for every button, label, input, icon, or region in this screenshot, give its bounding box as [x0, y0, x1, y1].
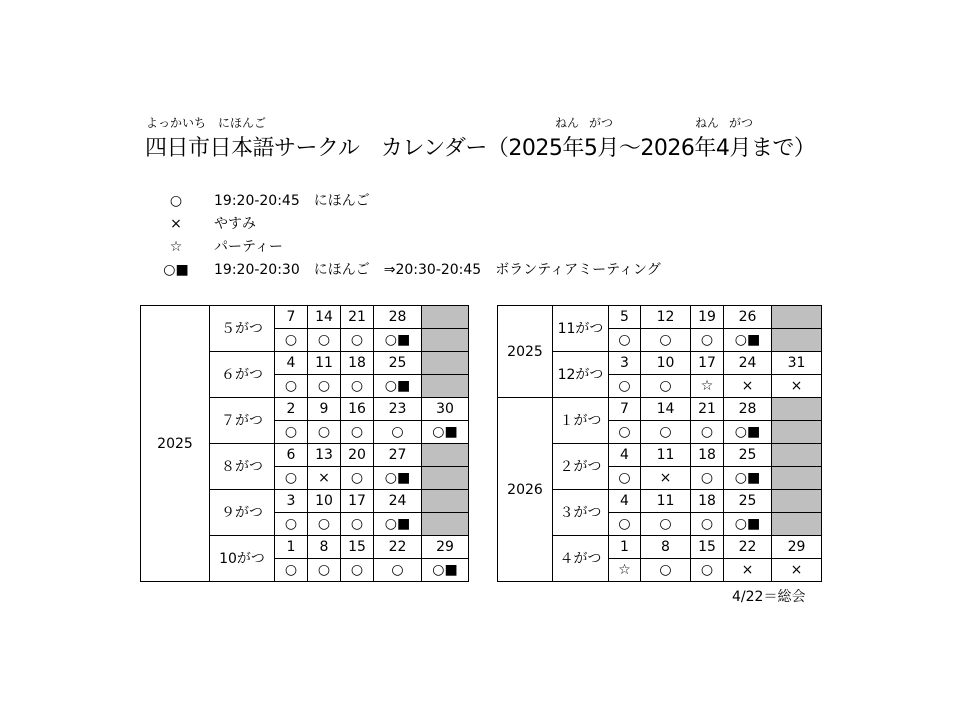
date-cell: 18: [341, 352, 374, 375]
month-label: 11がつ: [553, 306, 609, 352]
date-cell: 3: [609, 352, 641, 375]
page-title: 四日市日本語サークル カレンダー（2025年5月～2026年4月まで）: [145, 136, 816, 161]
month-label: ４がつ: [553, 536, 609, 582]
mark-cell: ○: [691, 467, 724, 490]
mark-cell: ○: [341, 329, 374, 352]
furigana-nihongo: にほんご: [218, 116, 267, 130]
mark-cell: ○: [691, 329, 724, 352]
legend-symbol: ☆: [169, 239, 183, 255]
mark-cell: ×: [724, 375, 772, 398]
legend-symbol: ○■: [163, 262, 189, 278]
mark-cell: ○: [341, 513, 374, 536]
empty-cell: [772, 513, 822, 536]
mark-cell: ○: [341, 375, 374, 398]
mark-cell: ○: [275, 421, 308, 444]
mark-cell: ×: [772, 559, 822, 582]
date-cell: 26: [724, 306, 772, 329]
date-cell: 29: [422, 536, 469, 559]
date-cell: 18: [691, 444, 724, 467]
date-cell: 27: [374, 444, 422, 467]
date-cell: 25: [374, 352, 422, 375]
mark-cell: ×: [724, 559, 772, 582]
date-cell: 21: [691, 398, 724, 421]
mark-cell: ○: [609, 467, 641, 490]
mark-cell: ○: [374, 421, 422, 444]
mark-cell: ○■: [374, 329, 422, 352]
legend-symbol: ○: [169, 193, 183, 209]
date-cell: 4: [609, 444, 641, 467]
empty-cell: [422, 444, 469, 467]
legend-desc: パーティー: [214, 239, 283, 255]
mark-cell: ○■: [374, 513, 422, 536]
month-label: １がつ: [553, 398, 609, 444]
mark-cell: ○: [641, 421, 691, 444]
date-cell: 17: [341, 490, 374, 513]
mark-cell: ×: [641, 467, 691, 490]
empty-cell: [772, 329, 822, 352]
mark-cell: ○: [609, 375, 641, 398]
mark-cell: ○■: [724, 513, 772, 536]
mark-cell: ☆: [691, 375, 724, 398]
empty-cell: [422, 375, 469, 398]
mark-cell: ○■: [374, 467, 422, 490]
mark-cell: ○: [641, 559, 691, 582]
mark-cell: ○■: [724, 467, 772, 490]
date-cell: 20: [341, 444, 374, 467]
date-cell: 28: [724, 398, 772, 421]
mark-cell: ○: [341, 467, 374, 490]
date-cell: 24: [374, 490, 422, 513]
empty-cell: [422, 490, 469, 513]
year-label: 2025: [141, 306, 210, 582]
month-label: ９がつ: [210, 490, 275, 536]
date-cell: 10: [308, 490, 341, 513]
mark-cell: ○: [641, 329, 691, 352]
empty-cell: [422, 329, 469, 352]
empty-cell: [772, 421, 822, 444]
month-label: ６がつ: [210, 352, 275, 398]
furigana-nen-2: ねん: [695, 116, 720, 130]
date-cell: 28: [374, 306, 422, 329]
mark-cell: ○: [308, 513, 341, 536]
date-cell: 30: [422, 398, 469, 421]
mark-cell: ○: [275, 559, 308, 582]
date-cell: 7: [609, 398, 641, 421]
mark-cell: ○: [374, 559, 422, 582]
empty-cell: [772, 490, 822, 513]
date-cell: 21: [341, 306, 374, 329]
month-label: ５がつ: [210, 306, 275, 352]
date-cell: 13: [308, 444, 341, 467]
mark-cell: ○: [308, 421, 341, 444]
furigana-gatsu-2: がつ: [729, 116, 754, 130]
mark-cell: ○: [609, 421, 641, 444]
date-cell: 9: [308, 398, 341, 421]
date-row: [498, 306, 822, 329]
mark-cell: ○: [641, 375, 691, 398]
month-label: ８がつ: [210, 444, 275, 490]
date-cell: 7: [275, 306, 308, 329]
date-cell: 11: [308, 352, 341, 375]
empty-cell: [772, 398, 822, 421]
furigana-gatsu-1: がつ: [589, 116, 614, 130]
date-cell: 29: [772, 536, 822, 559]
date-cell: 24: [724, 352, 772, 375]
month-label: ３がつ: [553, 490, 609, 536]
month-label: 12がつ: [553, 352, 609, 398]
empty-cell: [422, 306, 469, 329]
date-cell: 25: [724, 490, 772, 513]
month-label: 10がつ: [210, 536, 275, 582]
date-cell: 25: [724, 444, 772, 467]
date-cell: 22: [374, 536, 422, 559]
year-label: 2025: [498, 306, 553, 398]
date-cell: 2: [275, 398, 308, 421]
date-cell: 4: [275, 352, 308, 375]
empty-cell: [772, 444, 822, 467]
empty-cell: [772, 306, 822, 329]
mark-cell: ×: [308, 467, 341, 490]
mark-cell: ○■: [422, 421, 469, 444]
month-label: ７がつ: [210, 398, 275, 444]
date-cell: 1: [275, 536, 308, 559]
mark-cell: ○: [341, 559, 374, 582]
date-cell: 6: [275, 444, 308, 467]
date-cell: 4: [609, 490, 641, 513]
date-cell: 31: [772, 352, 822, 375]
mark-cell: ○: [641, 513, 691, 536]
mark-cell: ○: [609, 513, 641, 536]
furigana-nen-1: ねん: [555, 116, 580, 130]
date-cell: 14: [308, 306, 341, 329]
calendar-table-left: [140, 305, 469, 582]
date-cell: 15: [341, 536, 374, 559]
date-cell: 11: [641, 490, 691, 513]
mark-cell: ○: [308, 329, 341, 352]
mark-cell: ○■: [374, 375, 422, 398]
empty-cell: [422, 352, 469, 375]
mark-cell: ○: [308, 559, 341, 582]
year-label: 2026: [498, 398, 553, 582]
date-cell: 15: [691, 536, 724, 559]
mark-cell: ☆: [609, 559, 641, 582]
date-cell: 1: [609, 536, 641, 559]
mark-cell: ×: [772, 375, 822, 398]
mark-cell: ○: [691, 559, 724, 582]
legend-desc: 19:20-20:45 にほんご: [214, 193, 370, 209]
date-cell: 8: [641, 536, 691, 559]
mark-cell: ○: [691, 513, 724, 536]
mark-cell: ○: [308, 375, 341, 398]
date-cell: 11: [641, 444, 691, 467]
mark-cell: ○: [691, 421, 724, 444]
empty-cell: [772, 467, 822, 490]
mark-cell: ○: [275, 329, 308, 352]
mark-cell: ○■: [422, 559, 469, 582]
date-row: [498, 398, 822, 421]
date-cell: 16: [341, 398, 374, 421]
date-cell: 8: [308, 536, 341, 559]
empty-cell: [422, 513, 469, 536]
date-cell: 18: [691, 490, 724, 513]
date-cell: 5: [609, 306, 641, 329]
month-label: ２がつ: [553, 444, 609, 490]
legend-symbol: ×: [170, 216, 182, 232]
mark-cell: ○■: [724, 421, 772, 444]
mark-cell: ○: [275, 513, 308, 536]
mark-cell: ○: [275, 467, 308, 490]
mark-cell: ○: [275, 375, 308, 398]
mark-cell: ○■: [724, 329, 772, 352]
empty-cell: [422, 467, 469, 490]
date-cell: 14: [641, 398, 691, 421]
date-cell: 23: [374, 398, 422, 421]
calendar-table-right: [497, 305, 822, 582]
date-cell: 17: [691, 352, 724, 375]
mark-cell: ○: [609, 329, 641, 352]
legend-desc: やすみ: [214, 216, 256, 232]
date-cell: 3: [275, 490, 308, 513]
date-cell: 10: [641, 352, 691, 375]
general-meeting-note: 4/22＝総会: [732, 589, 806, 605]
legend-desc: 19:20-20:30 にほんご ⇒20:30-20:45 ボランティアミーティング: [214, 262, 661, 278]
date-cell: 12: [641, 306, 691, 329]
furigana-yokkaichi: よっかいち: [146, 116, 207, 130]
date-cell: 22: [724, 536, 772, 559]
date-row: [141, 306, 469, 329]
date-cell: 19: [691, 306, 724, 329]
mark-cell: ○: [341, 421, 374, 444]
